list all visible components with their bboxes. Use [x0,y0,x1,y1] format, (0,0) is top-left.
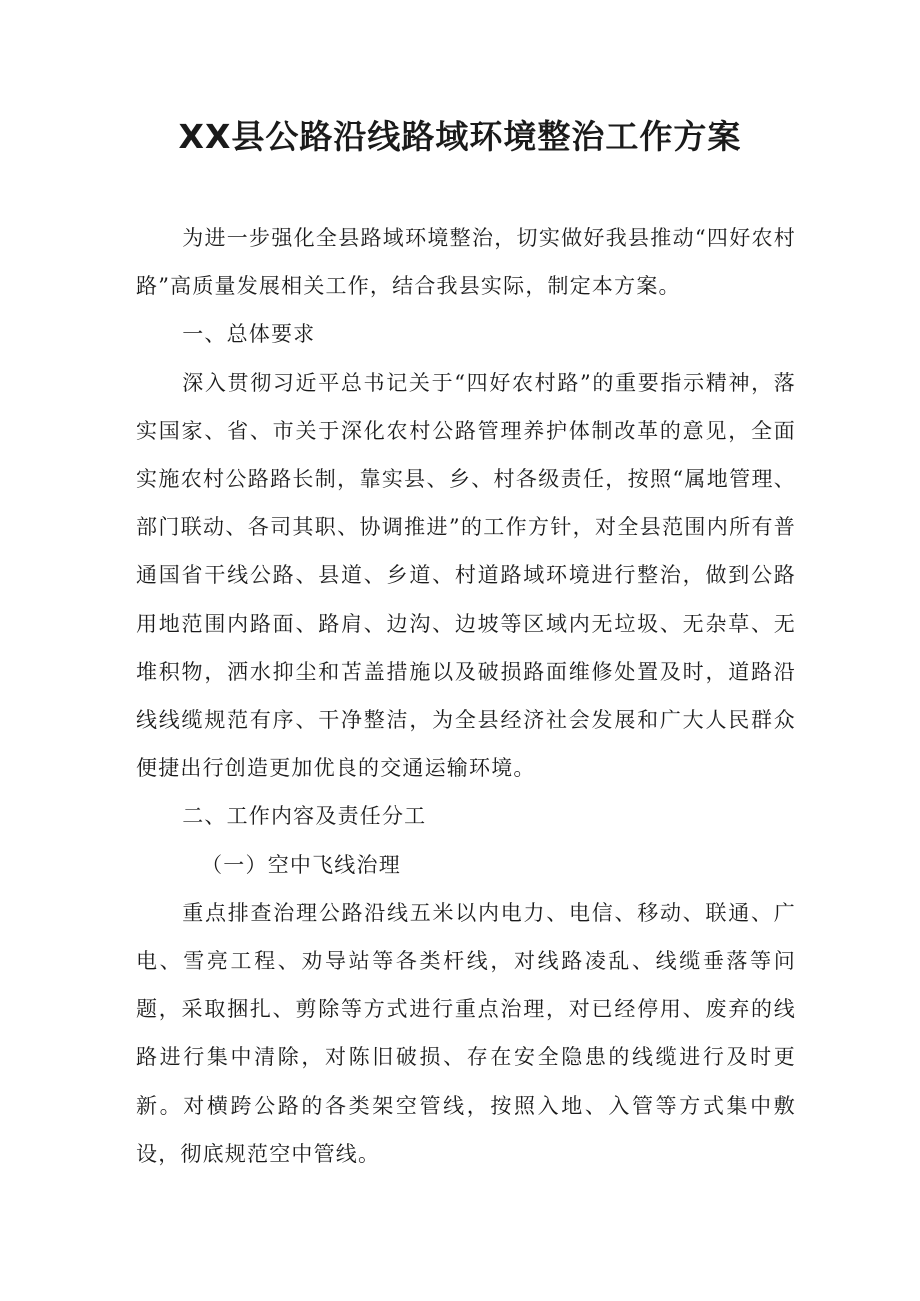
document-body [136,214,796,1178]
section-heading-work-content: 二、工作内容及责任分工 [182,804,427,829]
section-heading-general-requirements: 一、总体要求 [182,322,316,347]
subsection-heading-aerial-wires: （一）空中飞线治理 [201,852,401,877]
document-title: XX县公路沿线路域环境整治工作方案 [178,117,742,156]
general-requirements-paragraph: 深入贯彻习近平总书记关于“四好农村路”的重要指示精神，落实国家、省、市关于深化农村公路管理养护体制改革的意见，全面实施农村公路路长制，靠实县、乡、村各级责任，按照“属地管理、部门联动、各司其职、协调推进”的工作方针，对全县范围内所有普通国省干线公路、县道、乡道、村道路域环境进行整治，做到公路用地范围内路面、路肩、边沟、边坡等区域内无垃圾、无杂草、无堆积物，洒水抑尘和苫盖措施以及破损路面维修处置及时，道路沿线线缆规范有序、干净整洁，为全县经济社会发展和广大人民群众便捷出行创造更加优良的交通运输环境。 [136,370,796,781]
intro-paragraph: 为进一步强化全县路域环境整治，切实做好我县推动“四好农村路”高质量发展相关工作，结合我县实际，制定本方案。 [136,226,796,299]
aerial-wires-paragraph: 重点排查治理公路沿线五米以内电力、电信、移动、联通、广电、雪亮工程、劝导站等各类杆线，对线路凌乱、线缆垂落等问题，采取捆扎、剪除等方式进行重点治理，对已经停用、废弃的线路进行集中清除，对陈旧破损、存在安全隐患的线缆进行及时更新。对横跨公路的各类架空管线，按照入地、入管等方式集中敷设，彻底规范空中管线。 [136,900,796,1166]
